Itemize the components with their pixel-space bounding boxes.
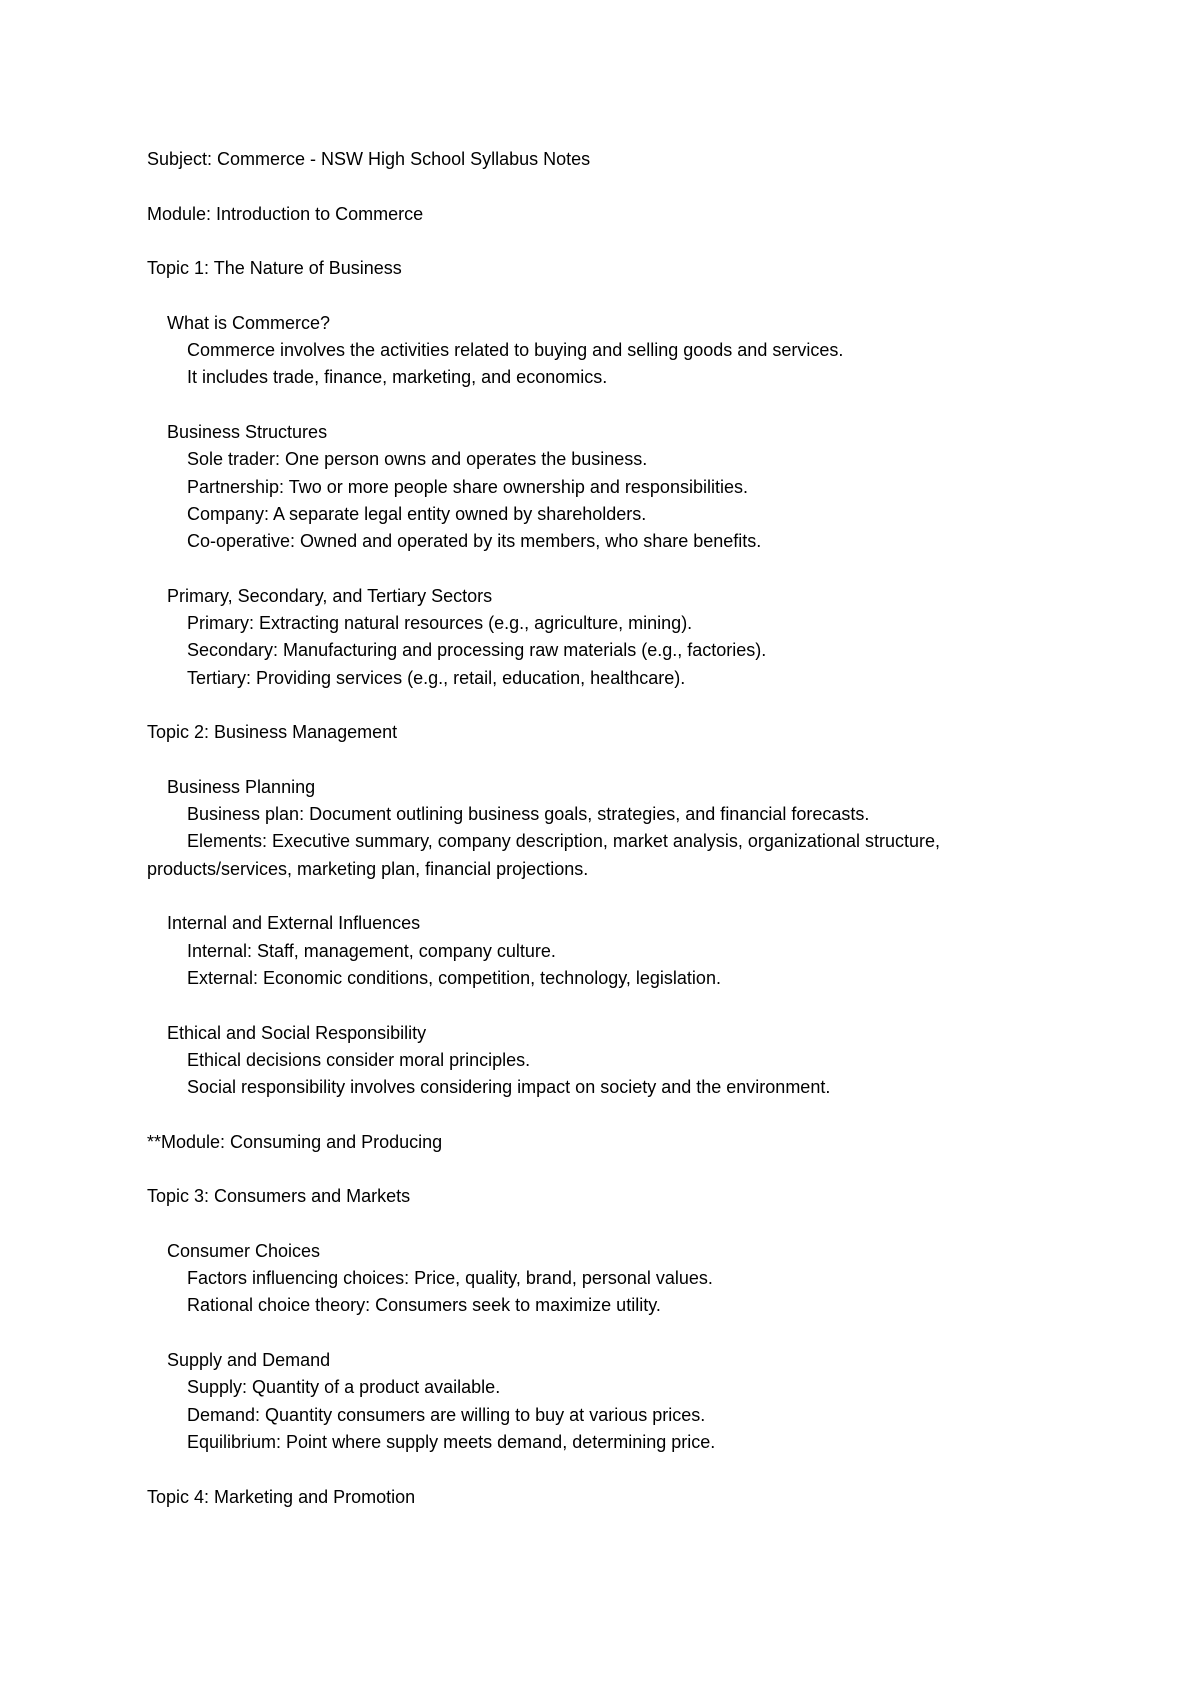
- section-heading: Business Structures: [167, 421, 328, 442]
- section-heading: Consumer Choices: [167, 1240, 321, 1261]
- spacer: [147, 1320, 1047, 1347]
- section-heading: Business Planning: [167, 776, 316, 797]
- spacer: [147, 173, 1047, 200]
- spacer: [147, 1211, 1047, 1238]
- document-body: [147, 146, 1047, 1511]
- section-heading: Ethical and Social Responsibility: [167, 1022, 427, 1043]
- module-heading: **Module: Consuming and Producing: [147, 1131, 443, 1152]
- subject-line: Subject: Commerce - NSW High School Syllabus Notes: [147, 149, 591, 169]
- note-item: Co-operative: Owned and operated by its members, who share benefits.: [187, 531, 762, 552]
- topic-heading: Topic 1: The Nature of Business: [147, 258, 402, 279]
- spacer: [147, 692, 1047, 719]
- section-heading: Primary, Secondary, and Tertiary Sectors: [167, 585, 493, 606]
- note-item: Supply: Quantity of a product available.: [187, 1377, 501, 1398]
- spacer: [147, 1456, 1047, 1483]
- note-item: Sole trader: One person owns and operates the business.: [187, 449, 648, 470]
- spacer: [147, 747, 1047, 774]
- note-item: Equilibrium: Point where supply meets demand, determining price.: [187, 1431, 716, 1452]
- note-item: Commerce involves the activities related to buying and selling goods and services.: [187, 340, 844, 361]
- spacer: [147, 992, 1047, 1019]
- note-item: Elements: Executive summary, company description, market analysis, organizational structure,: [187, 831, 940, 852]
- note-item: Partnership: Two or more people share ownership and responsibilities.: [187, 476, 748, 497]
- topic-heading: Topic 4: Marketing and Promotion: [147, 1486, 416, 1507]
- note-item: Demand: Quantity consumers are willing to buy at various prices.: [187, 1404, 706, 1425]
- note-item: Social responsibility involves considering impact on society and the environment.: [187, 1077, 831, 1098]
- note-item-continuation: products/services, marketing plan, financial projections.: [147, 858, 589, 879]
- section-heading: What is Commerce?: [167, 312, 331, 333]
- section-heading: Supply and Demand: [167, 1350, 331, 1371]
- topic-heading: Topic 3: Consumers and Markets: [147, 1186, 411, 1207]
- note-item: External: Economic conditions, competition, technology, legislation.: [187, 967, 721, 988]
- note-item: Primary: Extracting natural resources (e.g., agriculture, mining).: [187, 613, 693, 634]
- note-item: Business plan: Document outlining business goals, strategies, and financial forecasts.: [187, 804, 870, 825]
- note-item: Company: A separate legal entity owned by shareholders.: [187, 503, 647, 524]
- spacer: [147, 282, 1047, 309]
- spacer: [147, 1156, 1047, 1183]
- note-item: Factors influencing choices: Price, quality, brand, personal values.: [187, 1268, 713, 1289]
- note-item: Rational choice theory: Consumers seek to maximize utility.: [187, 1295, 661, 1316]
- note-item: Internal: Staff, management, company culture.: [187, 940, 556, 961]
- spacer: [147, 392, 1047, 419]
- spacer: [147, 883, 1047, 910]
- note-item: It includes trade, finance, marketing, and economics.: [187, 367, 608, 388]
- note-item: Tertiary: Providing services (e.g., retail, education, healthcare).: [187, 667, 686, 688]
- note-item: Secondary: Manufacturing and processing raw materials (e.g., factories).: [187, 640, 767, 661]
- note-item: Ethical decisions consider moral principles.: [187, 1049, 531, 1070]
- module-heading: Module: Introduction to Commerce: [147, 203, 424, 224]
- spacer: [147, 228, 1047, 255]
- section-heading: Internal and External Influences: [167, 913, 421, 934]
- spacer: [147, 1101, 1047, 1128]
- spacer: [147, 555, 1047, 582]
- topic-heading: Topic 2: Business Management: [147, 722, 398, 743]
